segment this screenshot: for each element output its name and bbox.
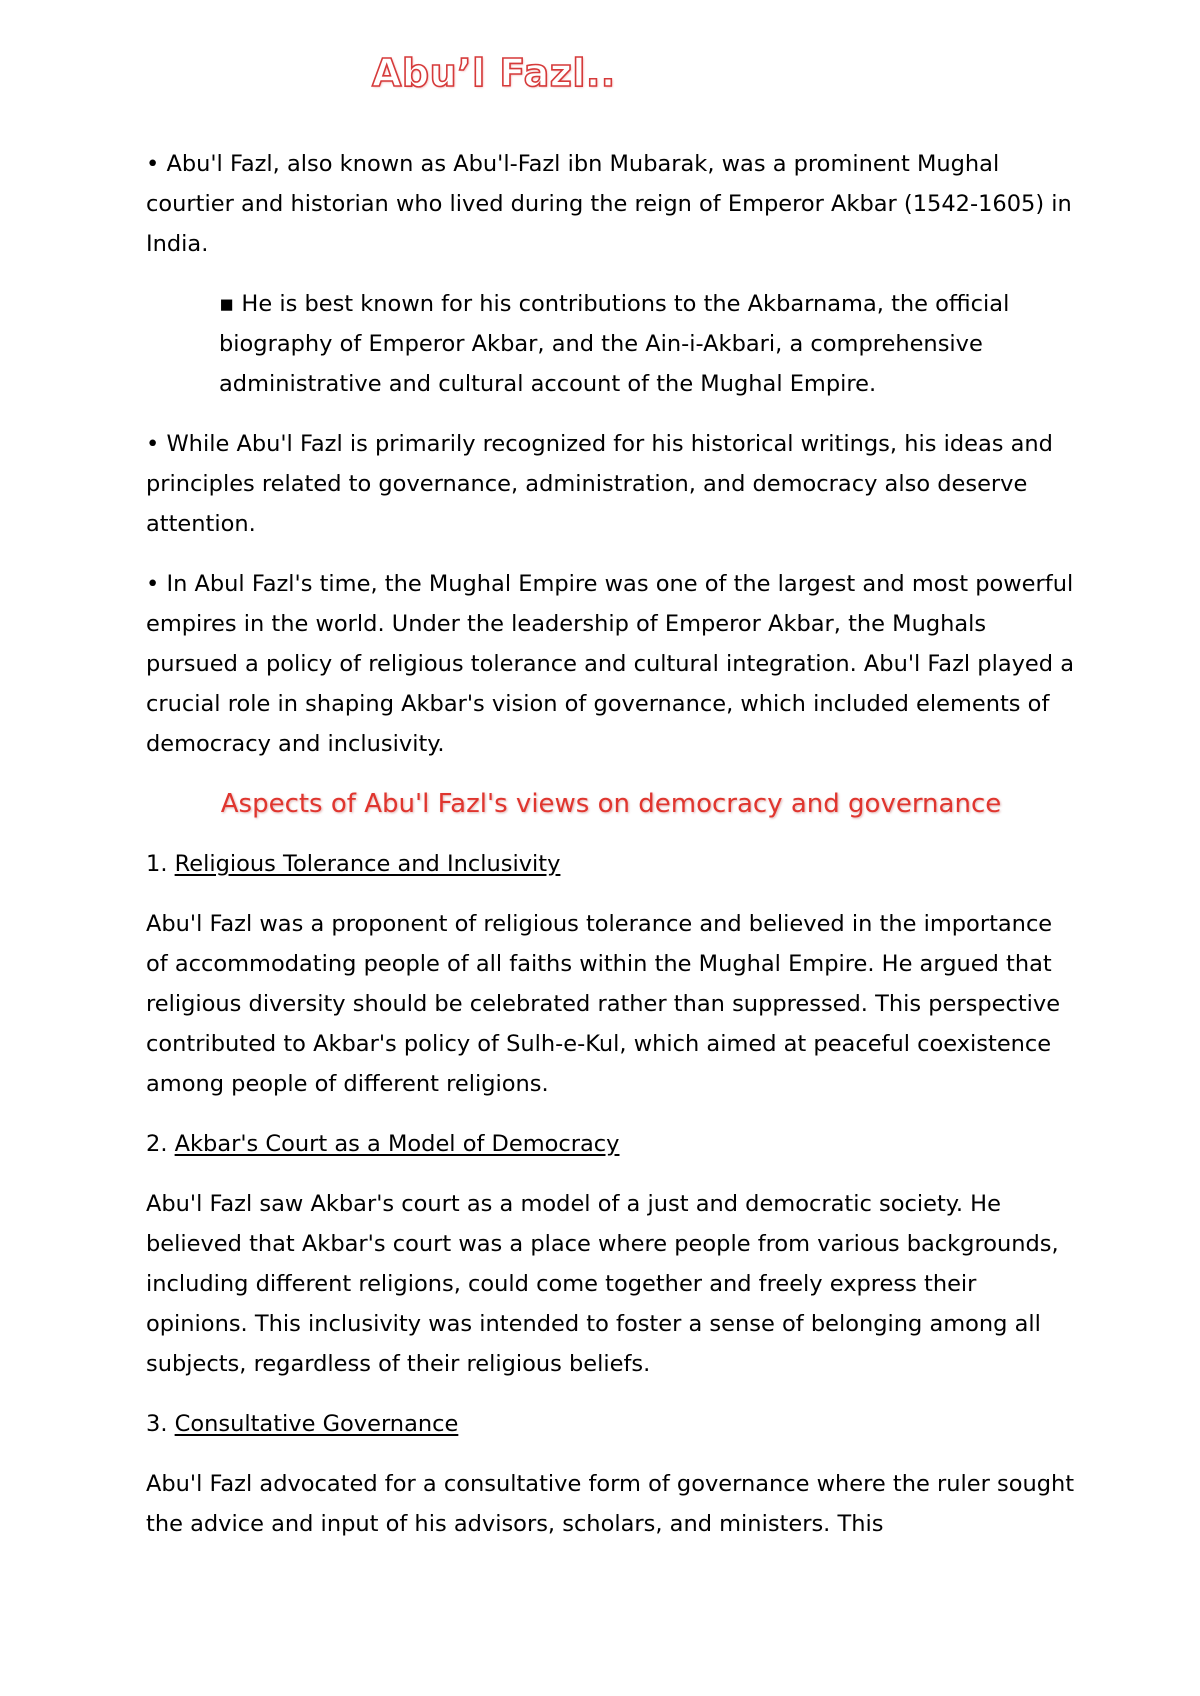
paragraph-text: While Abu'l Fazl is primarily recognized for his historical writings, his ideas and principles related to governance, administration, and democracy also deserve attention. (146, 431, 1053, 537)
paragraph-text: In Abul Fazl's time, the Mughal Empire was one of the largest and most powerful empires in the world. Under the leadership of Emperor Akbar, the Mughals pursued a policy of religious tolerance and cultural integration. Abu'l Fazl played a crucial role in shaping Akbar's vision of governance, which included elements of democracy and inclusivity. (146, 571, 1074, 757)
point-body-2: Abu'l Fazl saw Akbar's court as a model of a just and democratic society. He believed that Akbar's court was a place where people from various backgrounds, including different religions, could come together and freely express their opinions. This inclusivity was intended to foster a sense of belonging among all subjects, regardless of their religious beliefs. (146, 1191, 1059, 1377)
point-body-3: Abu'l Fazl advocated for a consultative form of governance where the ruler sought the advice and input of his advisors, scholars, and ministers. This (146, 1471, 1075, 1537)
point-title: Religious Tolerance and Inclusivity (174, 851, 561, 877)
bullet-icon: • (146, 571, 160, 597)
point-title: Consultative Governance (174, 1411, 459, 1437)
paragraph-text: Abu'l Fazl, also known as Abu'l-Fazl ibn Mubarak, was a prominent Mughal courtier and historian who lived during the reign of Emperor Akbar (1542-1605) in India. (146, 151, 1072, 257)
bullet-icon: • (146, 151, 160, 177)
point-number: 1. (146, 851, 168, 877)
ideas-paragraph (146, 424, 1076, 544)
point-heading-1 (146, 844, 1076, 884)
intro-paragraph (146, 144, 1076, 264)
point-heading-3 (146, 1404, 1076, 1444)
sub-bullet-paragraph (219, 284, 1076, 404)
bullet-icon: • (146, 431, 160, 457)
point-title: Akbar's Court as a Model of Democracy (174, 1131, 620, 1157)
square-bullet-icon: ▪ (219, 291, 235, 317)
point-number: 3. (146, 1411, 168, 1437)
document-title: Abu’l Fazl.. (372, 51, 616, 95)
point-heading-2 (146, 1124, 1076, 1164)
paragraph-text: He is best known for his contributions to the Akbarnama, the official biography of Emperor Akbar, and the Ain-i-Akbari, a comprehensive administrative and cultural account of the Mughal Empire. (219, 291, 1010, 397)
point-number: 2. (146, 1131, 168, 1157)
section-heading: Aspects of Abu'l Fazl's views on democracy and governance (220, 789, 1002, 819)
context-paragraph (146, 564, 1076, 764)
point-body-1: Abu'l Fazl was a proponent of religious tolerance and believed in the importance of accommodating people of all faiths within the Mughal Empire. He argued that religious diversity should be celebrated rather than suppressed. This perspective contributed to Akbar's policy of Sulh-e-Kul, which aimed at peaceful coexistence among people of different religions. (146, 911, 1061, 1097)
document-body (146, 144, 1076, 1564)
